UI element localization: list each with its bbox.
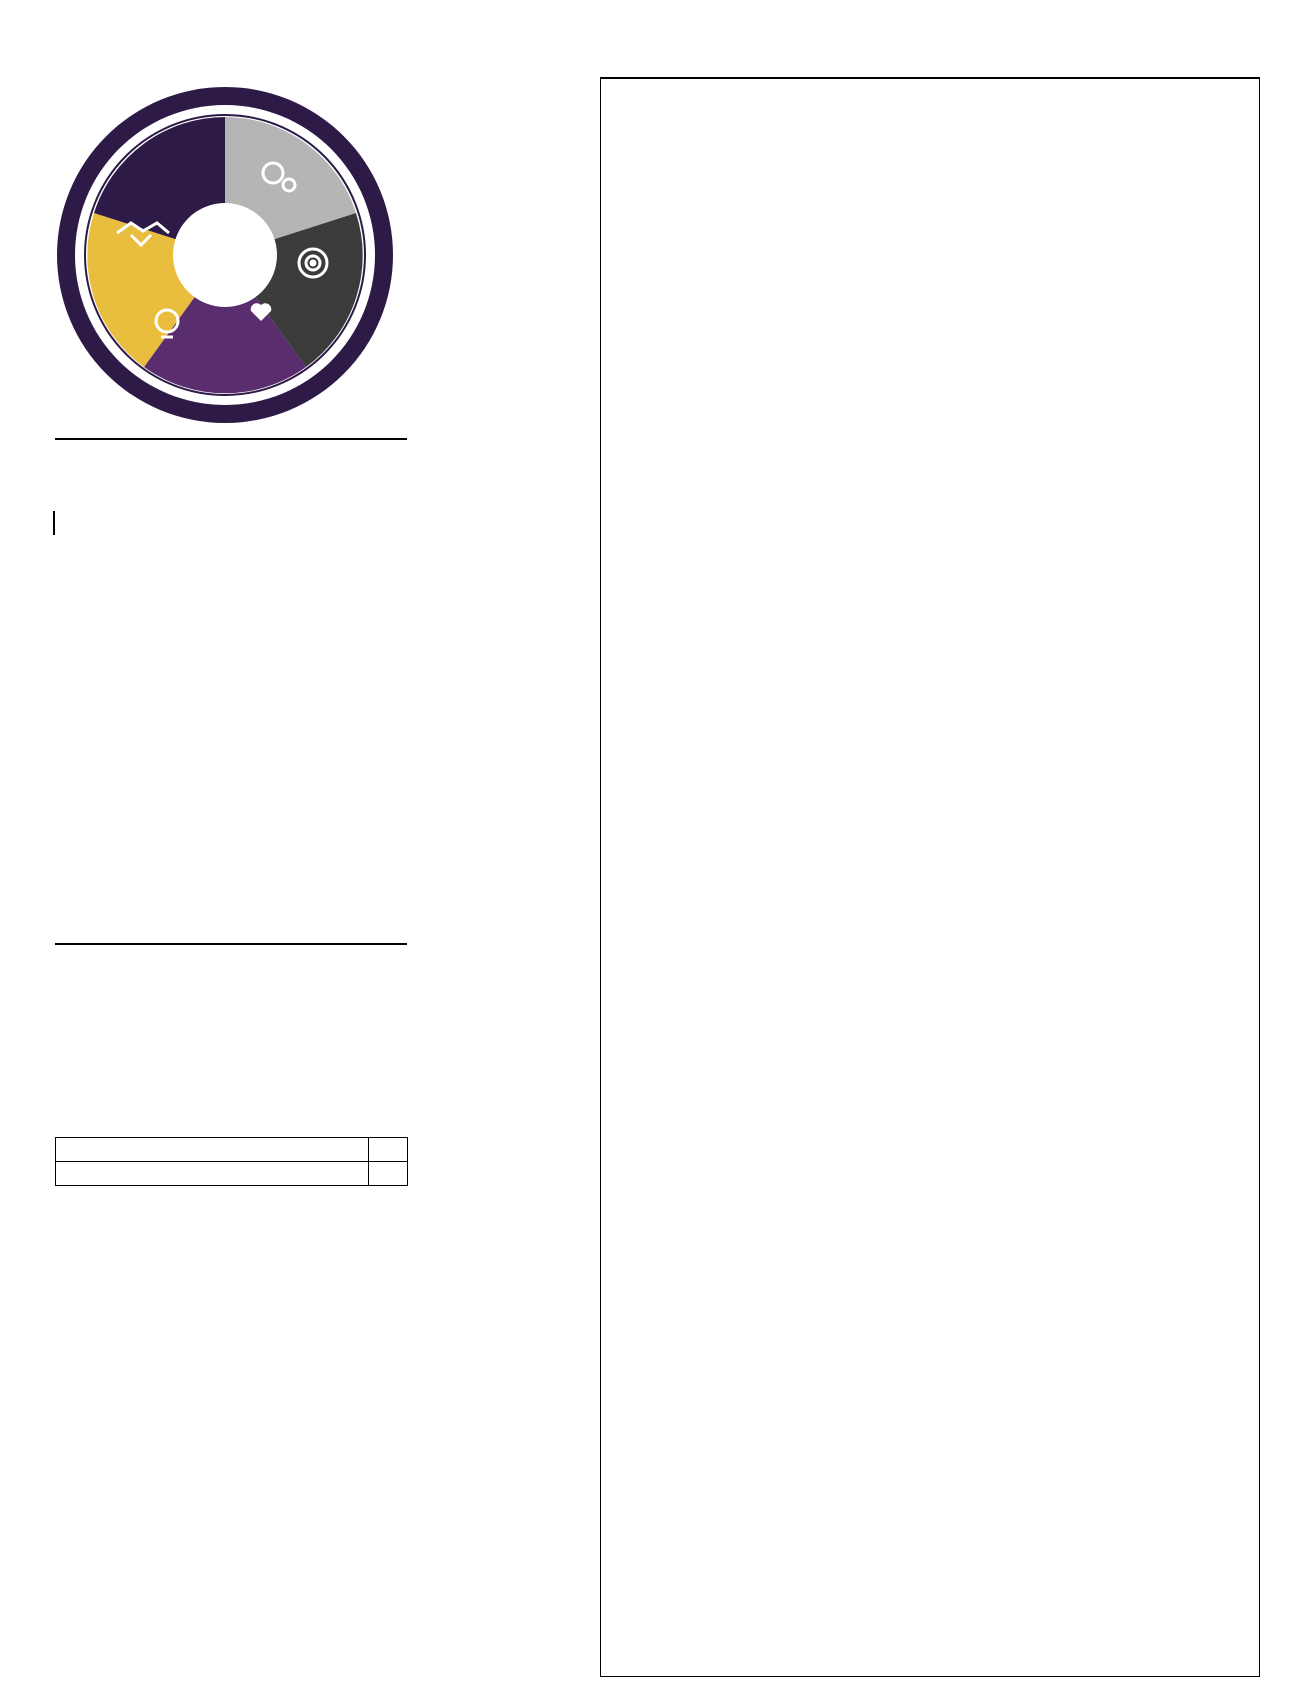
logo-center — [173, 203, 277, 307]
legend-marker-line — [53, 511, 55, 535]
totals-row — [56, 1162, 408, 1186]
day-totals-table — [55, 1137, 408, 1186]
legend-divider — [55, 438, 407, 440]
totals-row — [56, 1138, 408, 1162]
district-logo — [55, 85, 395, 425]
totals-label — [56, 1162, 369, 1186]
totals-value — [369, 1138, 408, 1162]
notes-divider — [55, 943, 407, 945]
event-list — [600, 77, 1260, 1677]
totals-label — [56, 1138, 369, 1162]
totals-value — [369, 1162, 408, 1186]
